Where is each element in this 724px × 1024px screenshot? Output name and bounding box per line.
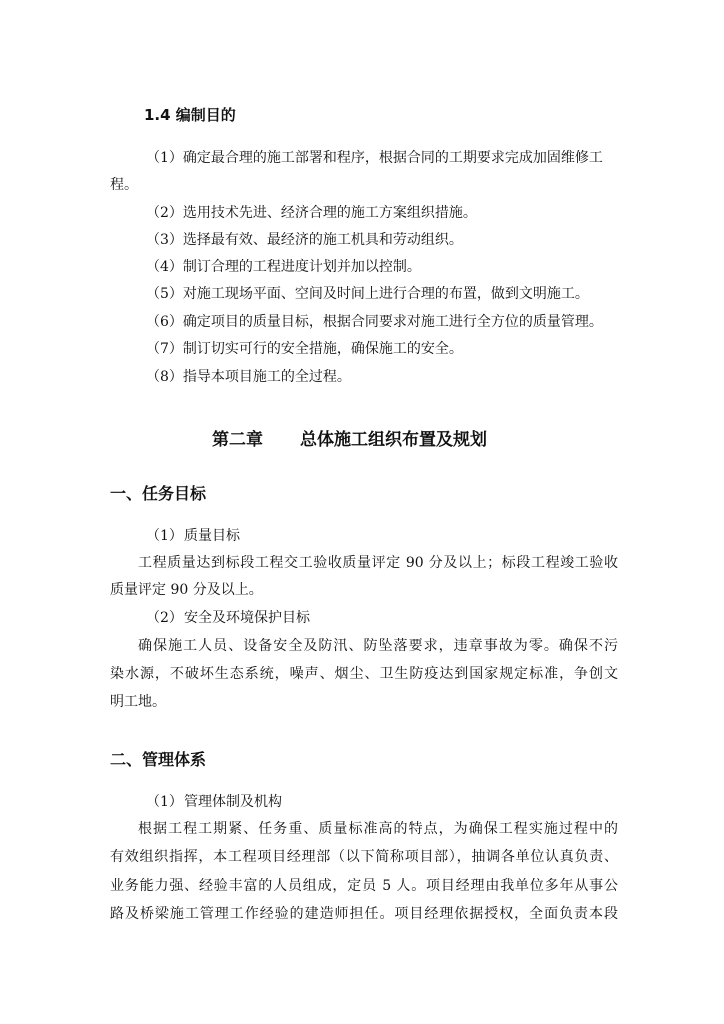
subsection-title: 质量目标 bbox=[184, 528, 240, 544]
list-item: （2）选用技术先进、经济合理的施工方案组织措施。 bbox=[146, 205, 477, 221]
subsection-number: （1） bbox=[146, 528, 183, 544]
list-item: （4）制订合理的工程进度计划并加以控制。 bbox=[146, 259, 421, 275]
chapter-name: 总体施工组织布置及规划 bbox=[300, 430, 487, 450]
subsection-number: （1） bbox=[146, 794, 183, 810]
paragraph-line: 业务能力强、经验丰富的人员组成，定员 5 人。项目经理由我单位多年从事公 bbox=[110, 878, 618, 894]
list-item: （1）确定最合理的施工部署和程序，根据合同的工期要求完成加固维修工 bbox=[146, 150, 603, 166]
section-heading-1-4: 1.4 编制目的 bbox=[144, 106, 236, 124]
chapter-number: 第二章 bbox=[212, 430, 263, 450]
subsection-number: （2） bbox=[146, 610, 183, 626]
section-heading-task-goals: 一、任务目标 bbox=[110, 484, 207, 503]
list-item: （5）对施工现场平面、空间及时间上进行合理的布置，做到文明施工。 bbox=[146, 286, 589, 302]
list-item: （6）确定项目的质量目标，根据合同要求对施工进行全方位的质量管理。 bbox=[146, 314, 603, 330]
list-item: 程。 bbox=[110, 177, 138, 193]
paragraph-line: 路及桥梁施工管理工作经验的建造师担任。项目经理依据授权，全面负责本段 bbox=[110, 906, 618, 922]
list-item: （7）制订切实可行的安全措施，确保施工的安全。 bbox=[146, 341, 463, 357]
subsection-quality bbox=[146, 526, 240, 546]
subsection-title: 安全及环境保护目标 bbox=[184, 610, 310, 626]
chapter-title bbox=[212, 425, 487, 450]
paragraph-line: 确保施工人员、设备安全及防汛、防坠落要求，违章事故为零。确保不污 bbox=[138, 638, 618, 654]
paragraph-line: 质量评定 90 分及以上。 bbox=[110, 582, 263, 598]
paragraph-line: 染水源，不破坏生态系统，噪声、烟尘、卫生防疫达到国家规定标准，争创文 bbox=[110, 666, 618, 682]
list-item: （8）指导本项目施工的全过程。 bbox=[146, 369, 351, 385]
subsection-structure bbox=[146, 792, 282, 812]
paragraph-line: 工程质量达到标段工程交工验收质量评定 90 分及以上；标段工程竣工验收 bbox=[138, 555, 618, 571]
list-item: （3）选择最有效、最经济的施工机具和劳动组织。 bbox=[146, 232, 463, 248]
paragraph-line: 根据工程工期紧、任务重、质量标准高的特点，为确保工程实施过程中的 bbox=[138, 821, 618, 837]
paragraph-line: 有效组织指挥，本工程项目经理部（以下简称项目部），抽调各单位认真负责、 bbox=[110, 849, 618, 865]
subsection-title: 管理体制及机构 bbox=[184, 794, 282, 810]
paragraph-line: 明工地。 bbox=[110, 694, 166, 710]
subsection-safety bbox=[146, 608, 310, 628]
section-heading-management: 二、管理体系 bbox=[110, 750, 207, 769]
